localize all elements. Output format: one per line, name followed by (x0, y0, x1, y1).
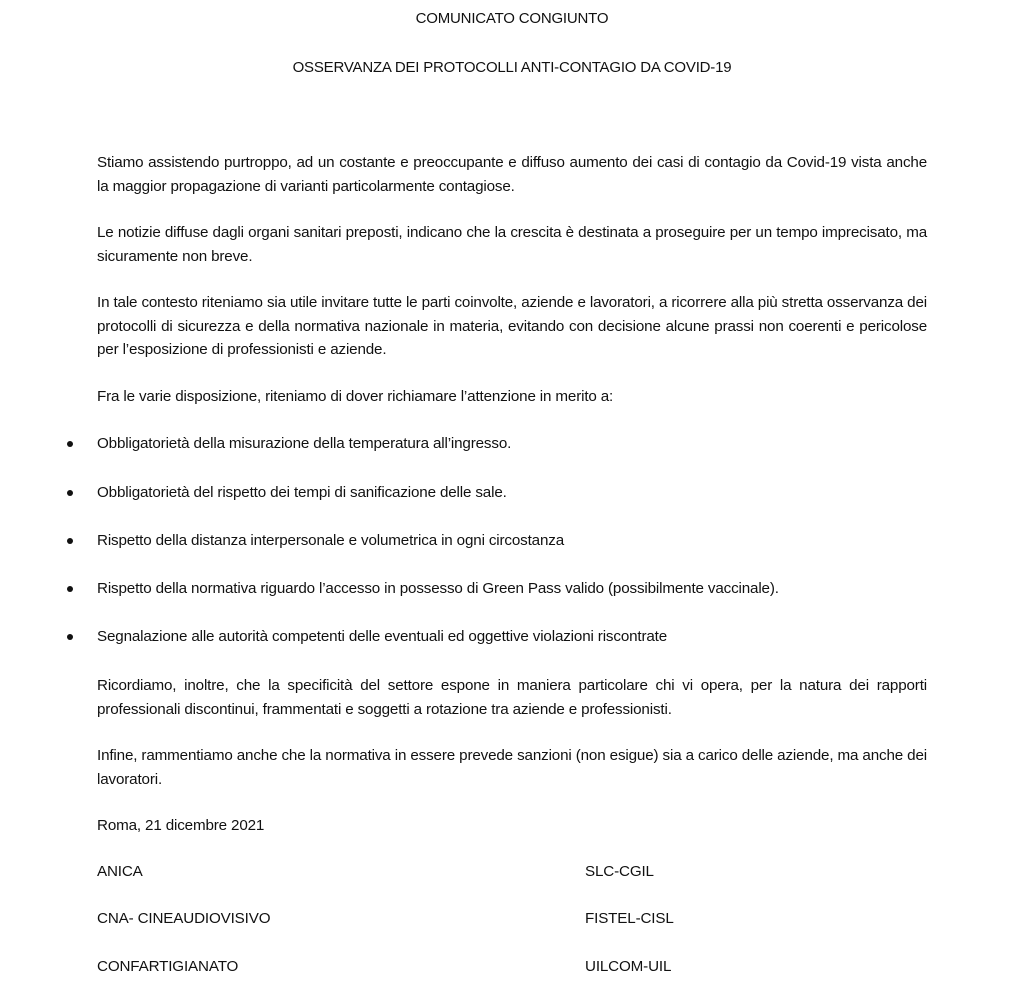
document-heading: COMUNICATO CONGIUNTO (415, 10, 609, 27)
document-subheading: OSSERVANZA DEI PROTOCOLLI ANTI-CONTAGIO DA COVID-19 (292, 59, 732, 76)
bullet-icon (67, 490, 73, 496)
signatory-uilcom-uil: UILCOM-UIL (585, 958, 672, 975)
bullet-text: Segnalazione alle autorità competenti delle eventuali ed oggettive violazioni riscontrate (97, 628, 668, 645)
place-date: Roma, 21 dicembre 2021 (97, 817, 265, 834)
bullet-icon (67, 586, 73, 592)
signatory-slc-cgil: SLC-CGIL (585, 863, 654, 880)
bullet-text: Obbligatorietà del rispetto dei tempi di sanificazione delle sale. (97, 484, 507, 501)
bullet-icon (67, 634, 73, 640)
bullet-list-item (0, 529, 1024, 553)
bullet-list-item (0, 625, 1024, 649)
bullet-text: Rispetto della distanza interpersonale e volumetrica in ogni circostanza (97, 532, 565, 549)
bullet-text: Obbligatorietà della misurazione della temperatura all’ingresso. (97, 435, 512, 452)
bullet-icon (67, 538, 73, 544)
signatory-cna-cineaudiovisivo: CNA- CINEAUDIOVISIVO (97, 910, 271, 927)
bullet-list-item (0, 432, 1024, 456)
paragraph-sector-specificity: Ricordiamo, inoltre, che la specificità del settore espone in maniera particolare chi vi opera, per la natura dei rapporti professionali discontinui, frammentati e soggetti a rotazione tra aziende e professionisti. (97, 677, 927, 718)
paragraph-sanctions: Infine, rammentiamo anche che la normativa in essere prevede sanzioni (non esigue) sia a carico delle aziende, ma anche dei lavoratori. (97, 747, 927, 788)
paragraph-health-news: Le notizie diffuse dagli organi sanitari preposti, indicano che la crescita è destinata a proseguire per un tempo imprecisato, ma sicuramente non breve. (97, 224, 927, 265)
bullet-list-item (0, 481, 1024, 505)
paragraph-intro: Stiamo assistendo purtroppo, ad un costante e preoccupante e diffuso aumento dei casi di contagio da Covid-19 vista anche la maggior propagazione di varianti particolarmente contagiose. (97, 154, 927, 195)
bullet-text: Rispetto della normativa riguardo l’accesso in possesso di Green Pass valido (possibilmente vaccinale). (97, 580, 779, 597)
bullet-list-item (0, 577, 1024, 601)
signatory-confartigianato: CONFARTIGIANATO (97, 958, 239, 975)
signatory-anica: ANICA (97, 863, 143, 880)
bullet-icon (67, 441, 73, 447)
signatory-fistel-cisl: FISTEL-CISL (585, 910, 674, 927)
paragraph-provisions-intro: Fra le varie disposizione, riteniamo di dover richiamare l’attenzione in merito a: (97, 388, 614, 405)
paragraph-context: In tale contesto riteniamo sia utile invitare tutte le parti coinvolte, aziende e lavoratori, a ricorrere alla più stretta osservanza dei protocolli di sicurezza e della normativa nazionale in materia, evitando con decisione alcune prassi non coerenti e pericolose per l’esposizione di professionisti e aziende. (97, 294, 927, 358)
